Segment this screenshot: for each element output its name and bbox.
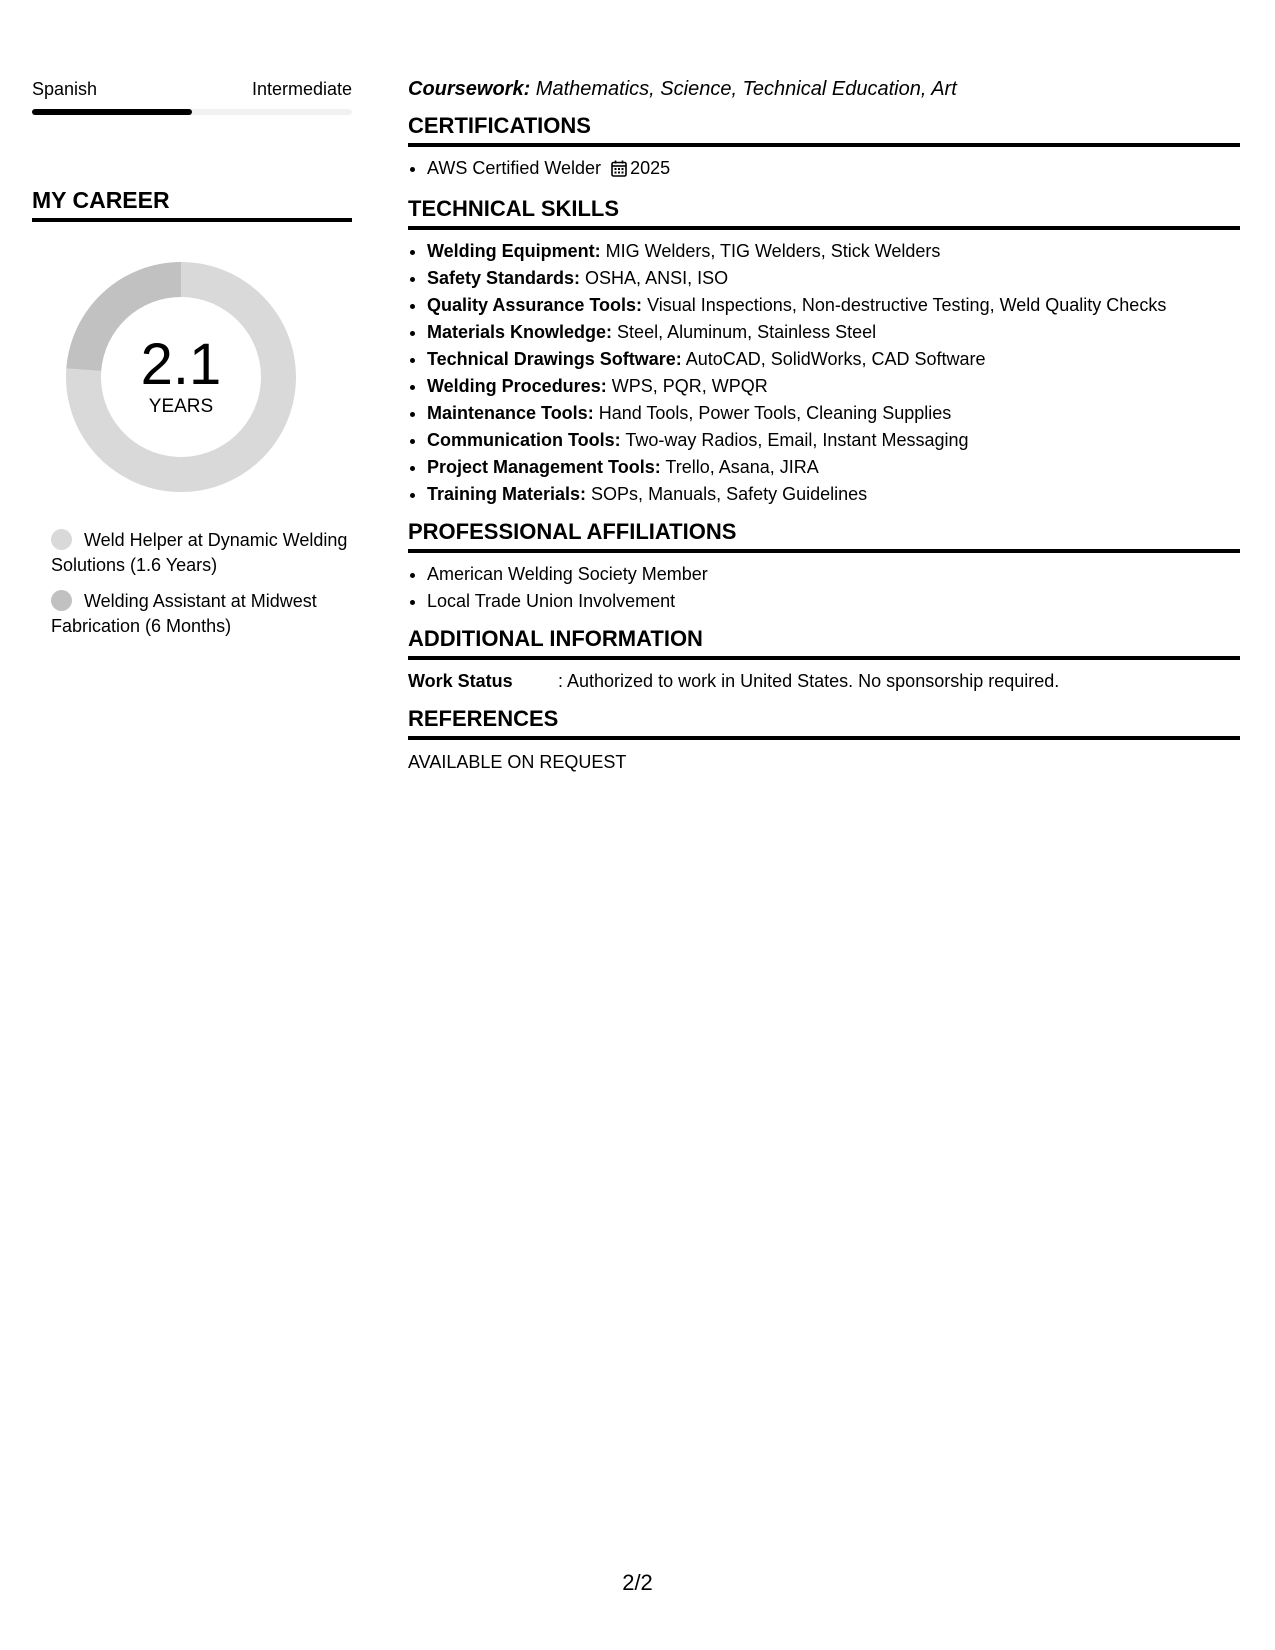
skill-item bbox=[427, 292, 1240, 319]
coursework-value: Mathematics, Science, Technical Education, Art bbox=[530, 78, 957, 100]
legend-dot-icon bbox=[51, 529, 72, 550]
section-rule bbox=[408, 736, 1240, 740]
skill-item bbox=[427, 346, 1240, 373]
legend-dot-icon bbox=[51, 590, 72, 611]
skill-item bbox=[427, 265, 1240, 292]
language-proficiency-fill bbox=[32, 109, 192, 115]
certification-item bbox=[427, 155, 1240, 185]
skill-label: Training Materials: bbox=[427, 484, 587, 504]
affiliation-item: • Local Trade Union Involvement bbox=[427, 588, 1240, 615]
references-value: AVAILABLE ON REQUEST bbox=[408, 752, 627, 772]
skill-label: Welding Equipment: bbox=[427, 241, 601, 261]
section-rule bbox=[408, 226, 1240, 230]
career-years-unit: YEARS bbox=[148, 396, 214, 417]
skill-label: Maintenance Tools: bbox=[427, 403, 594, 423]
certification-year: 2025 bbox=[630, 158, 671, 178]
sidebar bbox=[32, 78, 352, 650]
skill-value: Two-way Radios, Email, Instant Messaging bbox=[620, 430, 969, 450]
language-level: Intermediate bbox=[251, 79, 352, 99]
calendar-icon bbox=[611, 158, 627, 185]
skill-item bbox=[427, 319, 1240, 346]
skill-label: Safety Standards: bbox=[427, 268, 581, 288]
career-title-rule bbox=[32, 218, 352, 222]
skill-value: Steel, Aluminum, Stainless Steel bbox=[612, 322, 877, 342]
main-content bbox=[408, 78, 1240, 776]
skill-value: Visual Inspections, Non-destructive Testing, Weld Quality Checks bbox=[642, 295, 1167, 315]
skill-label: Technical Drawings Software: bbox=[427, 349, 682, 369]
career-legend-label: Weld Helper at Dynamic Welding Solutions (1.6 Years) bbox=[51, 530, 348, 575]
skill-item bbox=[427, 427, 1240, 454]
work-status-label: Work Status bbox=[408, 671, 513, 691]
affiliations-list bbox=[408, 561, 1240, 615]
skill-value: OSHA, ANSI, ISO bbox=[580, 268, 729, 288]
skill-item bbox=[427, 454, 1240, 481]
career-legend-item bbox=[51, 528, 352, 578]
language-name: Spanish bbox=[32, 79, 98, 99]
skill-item bbox=[427, 481, 1240, 508]
affiliation-item: • American Welding Society Member bbox=[427, 561, 1240, 588]
career-legend bbox=[32, 528, 352, 639]
career-legend-item bbox=[51, 589, 352, 639]
certification-name: AWS Certified Welder bbox=[427, 158, 602, 178]
coursework-label: Coursework: bbox=[408, 78, 531, 100]
skill-item bbox=[427, 238, 1240, 265]
skill-label: Project Management Tools: bbox=[427, 457, 661, 477]
skill-value: SOPs, Manuals, Safety Guidelines bbox=[586, 484, 868, 504]
certifications-title: CERTIFICATIONS bbox=[408, 113, 591, 138]
technical-skills-list bbox=[408, 238, 1240, 508]
section-rule bbox=[408, 656, 1240, 660]
work-status-row bbox=[408, 668, 1240, 695]
skill-value: Hand Tools, Power Tools, Cleaning Supplies bbox=[593, 403, 952, 423]
career-total-years: 2.1 bbox=[140, 332, 222, 397]
skill-value: AutoCAD, SolidWorks, CAD Software bbox=[681, 349, 986, 369]
skill-label: Quality Assurance Tools: bbox=[427, 295, 643, 315]
coursework-line bbox=[408, 76, 1240, 102]
language-proficiency-bar bbox=[32, 109, 352, 115]
additional-info-title: ADDITIONAL INFORMATION bbox=[408, 626, 703, 651]
certifications-list bbox=[408, 155, 1240, 185]
skill-value: MIG Welders, TIG Welders, Stick Welders bbox=[600, 241, 941, 261]
career-legend-label: Welding Assistant at Midwest Fabrication (6 Months) bbox=[51, 591, 317, 636]
skill-value: WPS, PQR, WPQR bbox=[606, 376, 768, 396]
career-title: MY CAREER bbox=[32, 187, 170, 213]
skill-item bbox=[427, 400, 1240, 427]
section-rule bbox=[408, 143, 1240, 147]
skill-item bbox=[427, 373, 1240, 400]
skill-value: Trello, Asana, JIRA bbox=[660, 457, 819, 477]
technical-skills-title: TECHNICAL SKILLS bbox=[408, 196, 620, 221]
affiliations-title: PROFESSIONAL AFFILIATIONS bbox=[408, 519, 737, 544]
skill-label: Welding Procedures: bbox=[427, 376, 607, 396]
section-rule bbox=[408, 549, 1240, 553]
skill-label: Communication Tools: bbox=[427, 430, 621, 450]
language-row bbox=[32, 78, 352, 100]
page-number: 2/2 bbox=[622, 1570, 653, 1595]
references-title: REFERENCES bbox=[408, 706, 559, 731]
career-donut-chart bbox=[66, 262, 296, 492]
skill-label: Materials Knowledge: bbox=[427, 322, 613, 342]
work-status-value: : Authorized to work in United States. No sponsorship required. bbox=[558, 671, 1060, 691]
